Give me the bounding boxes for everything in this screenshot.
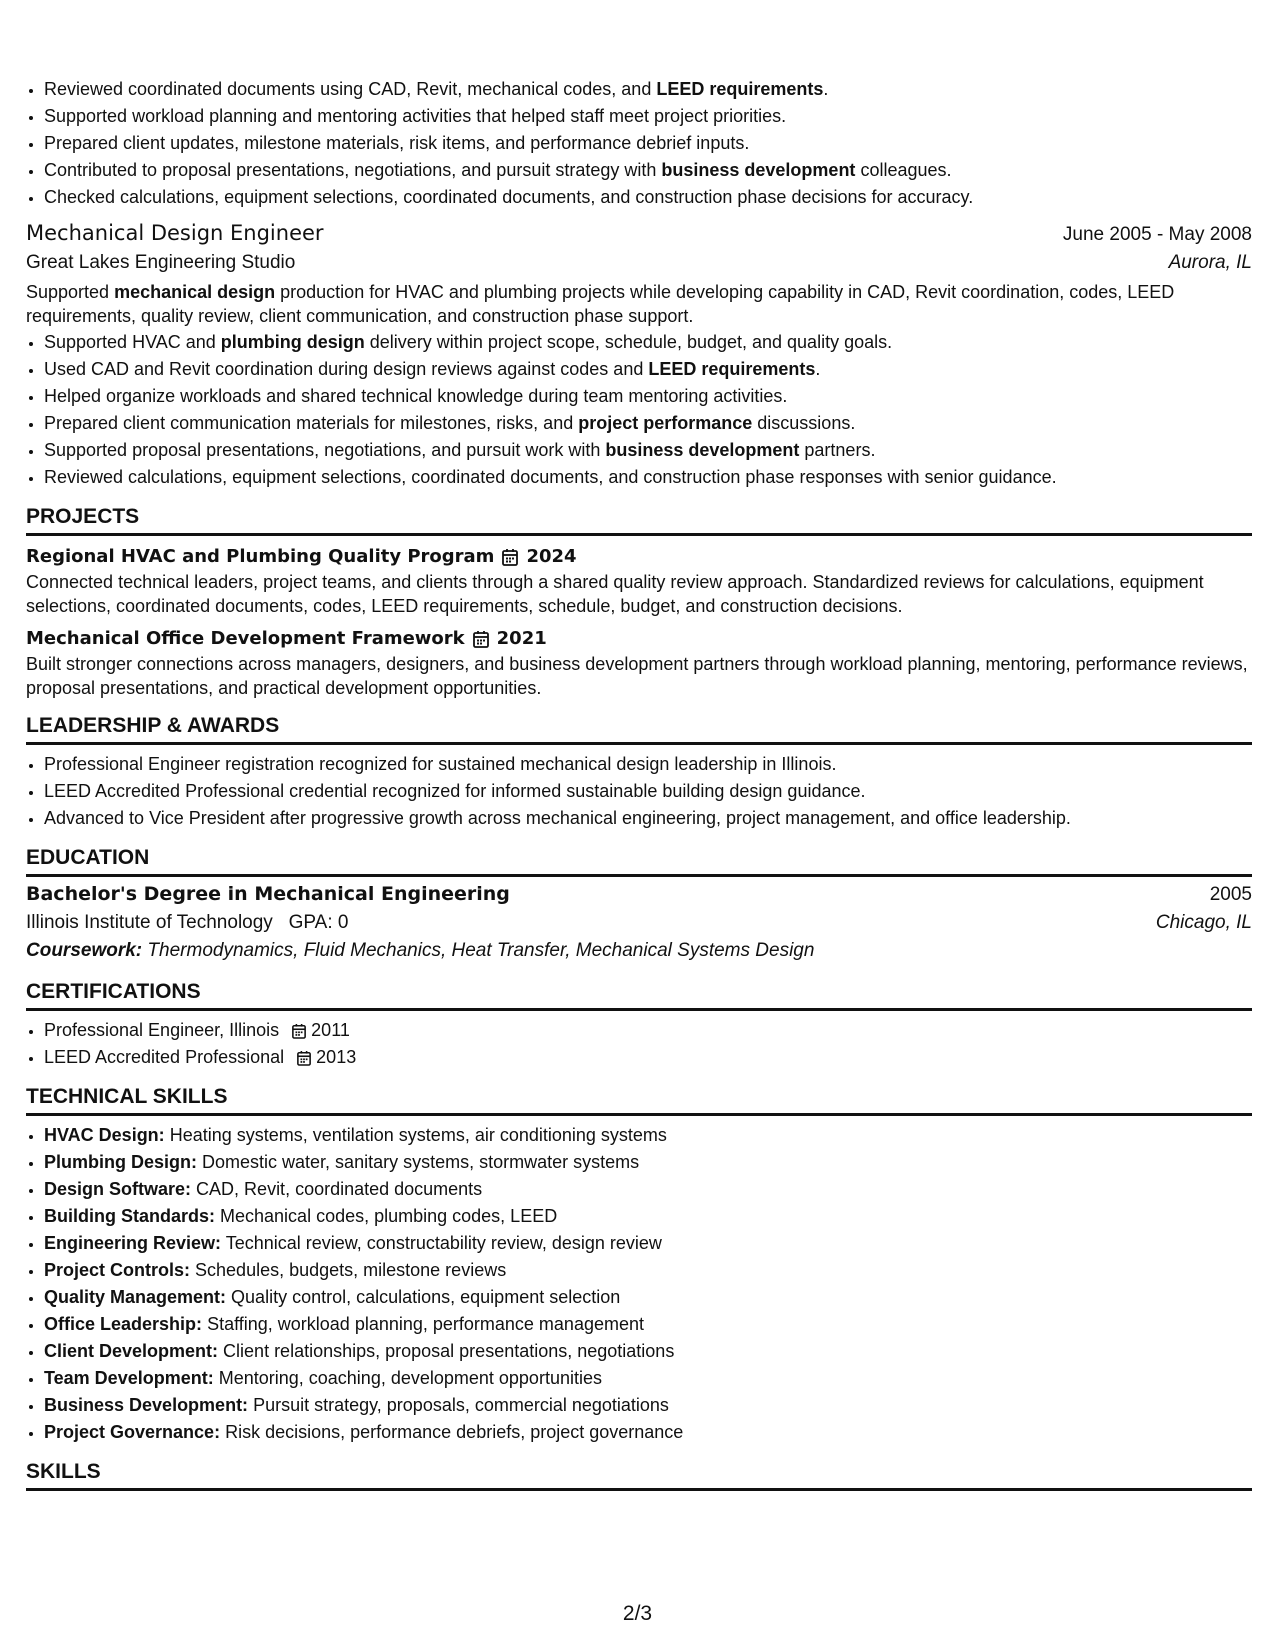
skill-label: Plumbing Design: [44, 1152, 197, 1172]
certification-year: 2013 [316, 1047, 357, 1067]
bullet-item: • Supported workload planning and mentoring activities that helped staff meet project priorities. [44, 103, 1252, 130]
skill-label: HVAC Design: [44, 1125, 165, 1145]
bullet-item: • Prepared client communication materials for milestones, risks, and project performance discussions. [44, 410, 1252, 437]
skill-value: Domestic water, sanitary systems, stormwater systems [202, 1152, 640, 1172]
section-heading-education: EDUCATION [26, 846, 1252, 877]
job-subheader [26, 252, 1252, 274]
calendar-icon [502, 548, 518, 566]
skill-value: Heating systems, ventilation systems, air conditioning systems [169, 1125, 667, 1145]
bullet-item: • Helped organize workloads and shared technical knowledge during team mentoring activities. [44, 383, 1252, 410]
technical-skills-list [26, 1122, 1252, 1446]
education-header [26, 883, 1252, 906]
project-description: Built stronger connections across managers, designers, and business development partners through workload planning, mentoring, performance reviews, proposal presentations, and practical development opportunities. [26, 654, 1248, 698]
bullet-item: • Reviewed calculations, equipment selections, coordinated documents, and construction phase responses with senior guidance. [44, 464, 1252, 491]
bullet-item: • Used CAD and Revit coordination during design reviews against codes and LEED requirements. [44, 356, 1252, 383]
skill-item [44, 1149, 1252, 1176]
skill-value: Pursuit strategy, proposals, commercial negotiations [253, 1395, 669, 1415]
school-name: Illinois Institute of Technology [26, 912, 273, 933]
skill-item [44, 1338, 1252, 1365]
skill-item [44, 1365, 1252, 1392]
skill-label: Business Development: [44, 1395, 249, 1415]
certification-list [26, 1017, 1252, 1071]
bullet-item: • Contributed to proposal presentations, negotiations, and pursuit strategy with business development colleagues. [44, 157, 1252, 184]
resume-page [26, 76, 1252, 1491]
skill-label: Design Software: [44, 1179, 192, 1199]
job-entry [26, 221, 1252, 491]
skill-value: Risk decisions, performance debriefs, project governance [225, 1422, 684, 1442]
skill-value: Mechanical codes, plumbing codes, LEED [220, 1206, 558, 1226]
coursework [26, 940, 1252, 962]
skill-value: Schedules, budgets, milestone reviews [195, 1260, 507, 1280]
job-dates: June 2005 - May 2008 [1062, 224, 1252, 245]
skill-item [44, 1176, 1252, 1203]
skill-value: Technical review, constructability review, design review [225, 1233, 662, 1253]
skill-value: CAD, Revit, coordinated documents [196, 1179, 483, 1199]
job-header [26, 221, 1252, 246]
job-title: Mechanical Design Engineer [26, 221, 324, 245]
skill-item [44, 1257, 1252, 1284]
education-entry [26, 883, 1252, 962]
leadership-item: • LEED Accredited Professional credential recognized for informed sustainable building design guidance. [44, 778, 1252, 805]
calendar-icon [297, 1050, 311, 1066]
project-year: 2024 [526, 546, 577, 567]
leadership-item: • Advanced to Vice President after progressive growth across mechanical engineering, project management, and office leadership. [44, 805, 1252, 832]
graduation-year: 2005 [1209, 884, 1252, 905]
skill-item [44, 1419, 1252, 1446]
leadership-item: • Professional Engineer registration recognized for sustained mechanical design leadership in Illinois. [44, 751, 1252, 778]
skill-label: Client Development: [44, 1341, 219, 1361]
school-info [26, 912, 348, 934]
project-name: Mechanical Office Development Framework [26, 628, 465, 649]
skill-label: Project Controls: [44, 1260, 191, 1280]
skill-label: Quality Management: [44, 1287, 227, 1307]
section-heading-skills: SKILLS [26, 1460, 1252, 1491]
coursework-label: Coursework: [26, 940, 143, 961]
skill-item [44, 1203, 1252, 1230]
page-number: 2/3 [622, 1602, 653, 1625]
degree-name: Bachelor's Degree in Mechanical Engineering [26, 883, 510, 905]
skill-value: Staffing, workload planning, performance management [207, 1314, 644, 1334]
skill-label: Building Standards: [44, 1206, 215, 1226]
bullet-item: • Checked calculations, equipment selections, coordinated documents, and construction phase decisions for accuracy. [44, 184, 1252, 211]
bullet-item: • Supported proposal presentations, negotiations, and pursuit work with business development partners. [44, 437, 1252, 464]
skill-label: Project Governance: [44, 1422, 221, 1442]
project-header [26, 546, 1252, 567]
skill-value: Quality control, calculations, equipment selection [231, 1287, 621, 1307]
skill-item [44, 1230, 1252, 1257]
project-entry [26, 546, 1252, 618]
coursework-list: Thermodynamics, Fluid Mechanics, Heat Transfer, Mechanical Systems Design [147, 940, 815, 961]
education-subheader [26, 912, 1252, 934]
skill-item [44, 1284, 1252, 1311]
certification-item [44, 1044, 1252, 1071]
skill-value: Mentoring, coaching, development opportunities [218, 1368, 602, 1388]
calendar-icon [473, 630, 489, 648]
calendar-icon [292, 1023, 306, 1039]
section-heading-technical-skills: TECHNICAL SKILLS [26, 1085, 1252, 1116]
certification-item [44, 1017, 1252, 1044]
project-name: Regional HVAC and Plumbing Quality Program [26, 546, 495, 567]
section-heading-projects: PROJECTS [26, 505, 1252, 536]
skill-item [44, 1122, 1252, 1149]
skill-label: Office Leadership: [44, 1314, 203, 1334]
company-name: Great Lakes Engineering Studio [26, 252, 296, 273]
section-heading-leadership: LEADERSHIP & AWARDS [26, 714, 1252, 745]
skill-value: Client relationships, proposal presentations, negotiations [223, 1341, 675, 1361]
gpa: GPA: 0 [288, 912, 349, 933]
section-heading-certifications: CERTIFICATIONS [26, 980, 1252, 1011]
bullet-item: • Prepared client updates, milestone materials, risk items, and performance debrief inputs. [44, 130, 1252, 157]
project-description: Connected technical leaders, project teams, and clients through a shared quality review approach. Standardized reviews for calculations, equipment selections, coordinated documents, codes, LEED requirements, schedule, budget, and construction decisions. [26, 572, 1204, 616]
leadership-list [26, 751, 1252, 832]
certification-name: LEED Accredited Professional [44, 1047, 285, 1067]
certification-year: 2011 [311, 1020, 350, 1040]
job-summary: Supported mechanical design production for HVAC and plumbing projects while developing capability in CAD, Revit coordination, codes, LEED requirements, quality review, client communication, and construction phase support. [26, 282, 1175, 326]
skill-label: Engineering Review: [44, 1233, 222, 1253]
project-entry [26, 628, 1252, 700]
job-location: Aurora, IL [1168, 252, 1252, 273]
job-bullet-list [26, 329, 1252, 491]
project-header [26, 628, 1252, 649]
bullet-item: • Supported HVAC and plumbing design delivery within project scope, schedule, budget, and quality goals. [44, 329, 1252, 356]
skill-item [44, 1392, 1252, 1419]
project-year: 2021 [496, 628, 547, 649]
skill-item [44, 1311, 1252, 1338]
certification-name: Professional Engineer, Illinois [44, 1020, 280, 1040]
bullet-item: • Reviewed coordinated documents using CAD, Revit, mechanical codes, and LEED requirements. [44, 76, 1252, 103]
continued-bullet-list [26, 76, 1252, 211]
skill-label: Team Development: [44, 1368, 214, 1388]
school-location: Chicago, IL [1155, 912, 1252, 933]
